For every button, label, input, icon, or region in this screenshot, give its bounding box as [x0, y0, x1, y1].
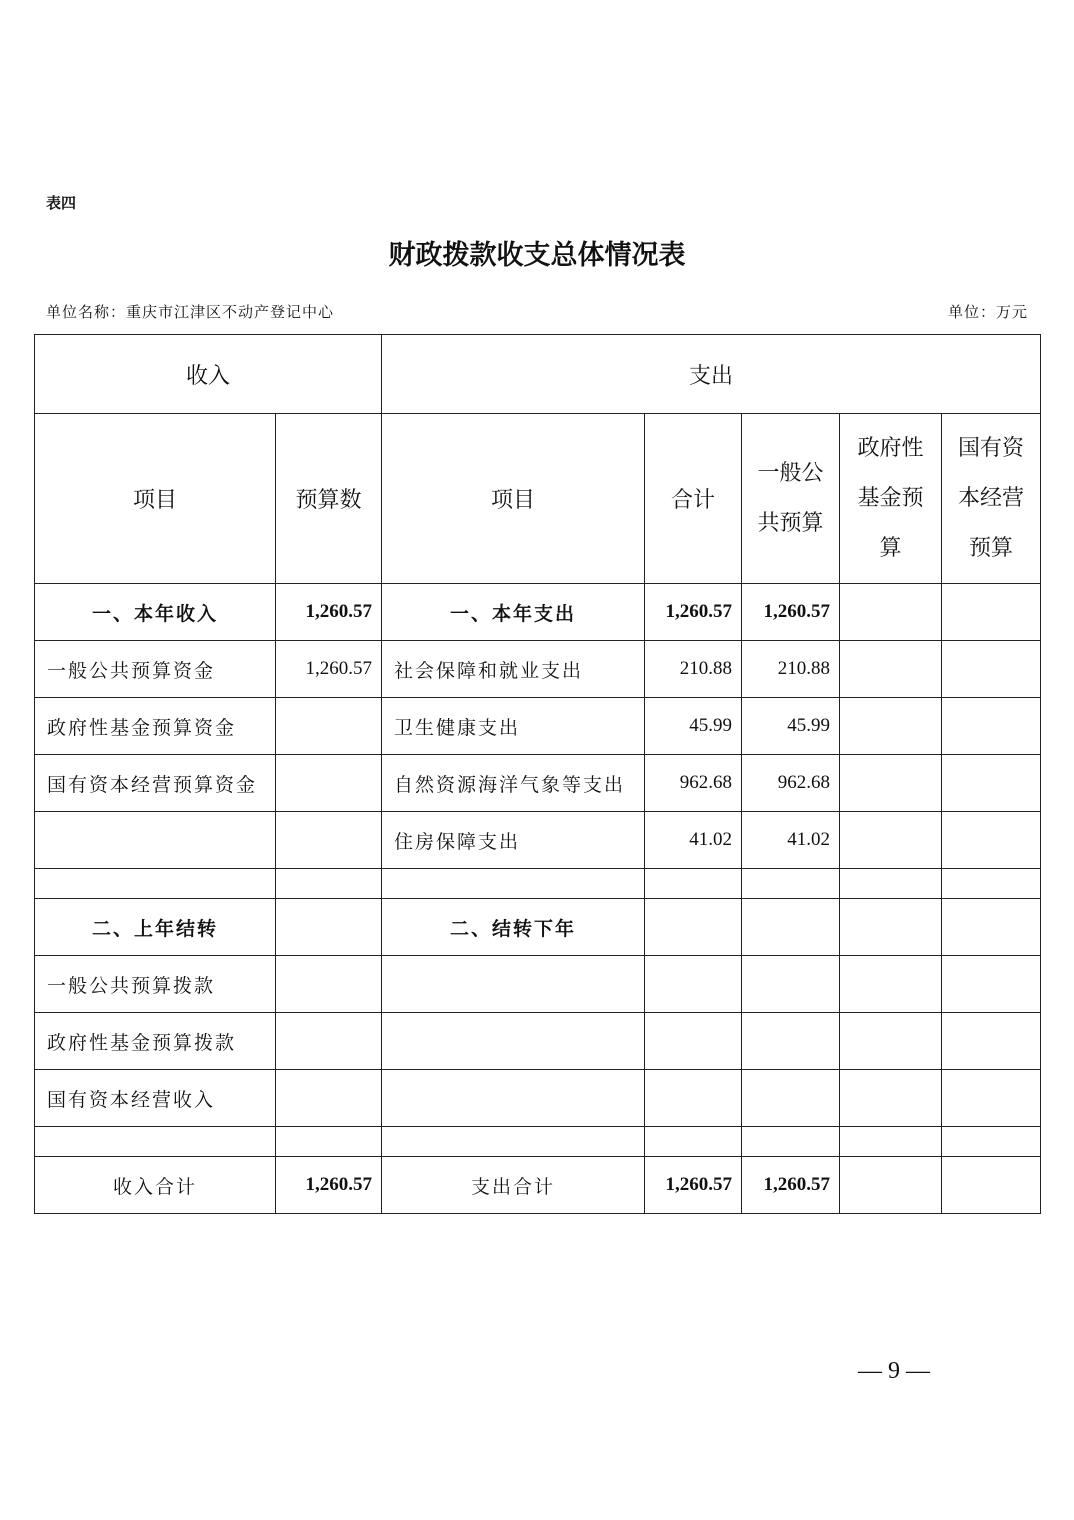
income-amount [276, 812, 382, 869]
expense-state-capital [942, 1157, 1041, 1214]
expense-gov-fund [840, 1157, 942, 1214]
income-amount [276, 956, 382, 1013]
income-item [35, 812, 276, 869]
expense-item: 住房保障支出 [382, 812, 645, 869]
col-gov-fund-line3: 算 [879, 535, 902, 561]
expense-gov-fund [840, 755, 942, 812]
col-state-capital-line2: 本经营 [958, 485, 1025, 511]
expense-general: 41.02 [742, 812, 840, 869]
expense-state-capital [942, 869, 1041, 899]
expense-general: 962.68 [742, 755, 840, 812]
expense-gov-fund [840, 812, 942, 869]
income-amount [276, 1070, 382, 1127]
expense-item: 一、本年支出 [382, 584, 645, 641]
expense-item [382, 869, 645, 899]
table-row [35, 1070, 1041, 1127]
expense-state-capital [942, 641, 1041, 698]
expense-total [645, 899, 742, 956]
col-gov-fund-line1: 政府性 [857, 435, 924, 461]
income-item: 政府性基金预算资金 [35, 698, 276, 755]
expense-item: 二、结转下年 [382, 899, 645, 956]
table-row [35, 584, 1041, 641]
expense-state-capital [942, 1070, 1041, 1127]
income-item: 一般公共预算资金 [35, 641, 276, 698]
expense-total: 41.02 [645, 812, 742, 869]
col-state-capital-line1: 国有资 [958, 435, 1025, 461]
expense-item: 卫生健康支出 [382, 698, 645, 755]
expense-item: 自然资源海洋气象等支出 [382, 755, 645, 812]
expense-general [742, 1070, 840, 1127]
income-item: 二、上年结转 [35, 899, 276, 956]
col-income-item: 项目 [35, 414, 276, 584]
col-expense-item: 项目 [382, 414, 645, 584]
table-row [35, 899, 1041, 956]
expense-general [742, 1127, 840, 1157]
income-amount [276, 869, 382, 899]
expense-state-capital [942, 698, 1041, 755]
expense-total [645, 869, 742, 899]
income-amount: 1,260.57 [276, 641, 382, 698]
expense-header: 支出 [382, 335, 1041, 414]
expense-gov-fund [840, 1013, 942, 1070]
income-item: 政府性基金预算拨款 [35, 1013, 276, 1070]
income-total-amount: 1,260.57 [276, 1157, 382, 1214]
expense-gov-fund [840, 869, 942, 899]
expense-general [742, 956, 840, 1013]
table-row [35, 956, 1041, 1013]
expense-total-label: 支出合计 [382, 1157, 645, 1214]
expense-general [742, 869, 840, 899]
income-header: 收入 [35, 335, 382, 414]
budget-table [34, 334, 1041, 1214]
income-item [35, 869, 276, 899]
income-amount [276, 698, 382, 755]
income-item [35, 1127, 276, 1157]
income-item: 一般公共预算拨款 [35, 956, 276, 1013]
expense-total [645, 956, 742, 1013]
expense-total: 210.88 [645, 641, 742, 698]
col-general-budget [742, 414, 840, 584]
income-amount [276, 899, 382, 956]
expense-total: 45.99 [645, 698, 742, 755]
expense-gov-fund [840, 698, 942, 755]
col-general-line1: 一般公 [757, 460, 824, 486]
expense-gov-fund [840, 1127, 942, 1157]
expense-item [382, 1070, 645, 1127]
expense-state-capital [942, 755, 1041, 812]
expense-total: 962.68 [645, 755, 742, 812]
unit-label: 单位：万元 [947, 303, 1028, 321]
income-total-label: 收入合计 [35, 1157, 276, 1214]
expense-state-capital [942, 899, 1041, 956]
col-budget-num: 预算数 [276, 414, 382, 584]
expense-state-capital [942, 584, 1041, 641]
expense-total [645, 1127, 742, 1157]
table-row [35, 641, 1041, 698]
page-title: 财政拨款收支总体情况表 [388, 240, 686, 271]
income-item: 一、本年收入 [35, 584, 276, 641]
income-item: 国有资本经营收入 [35, 1070, 276, 1127]
income-amount [276, 1013, 382, 1070]
income-item: 国有资本经营预算资金 [35, 755, 276, 812]
table-row [35, 755, 1041, 812]
table-row [35, 698, 1041, 755]
expense-total: 1,260.57 [645, 584, 742, 641]
col-gov-fund [840, 414, 942, 584]
expense-general [742, 1013, 840, 1070]
expense-gov-fund [840, 1070, 942, 1127]
expense-total [645, 1070, 742, 1127]
page-number: — 9 — [858, 1358, 930, 1384]
col-general-line2: 共预算 [757, 510, 824, 536]
table-label: 表四 [46, 194, 77, 212]
header-row-cols [35, 414, 1041, 584]
expense-state-capital [942, 1127, 1041, 1157]
expense-state-capital [942, 812, 1041, 869]
expense-item [382, 1013, 645, 1070]
header-row-top [35, 335, 1041, 414]
table-row [35, 812, 1041, 869]
col-state-capital [942, 414, 1041, 584]
expense-total: 1,260.57 [645, 1157, 742, 1214]
expense-general: 210.88 [742, 641, 840, 698]
expense-gov-fund [840, 956, 942, 1013]
expense-state-capital [942, 1013, 1041, 1070]
income-amount [276, 1127, 382, 1157]
expense-gov-fund [840, 899, 942, 956]
expense-item [382, 956, 645, 1013]
expense-general [742, 899, 840, 956]
table-row-spacer [35, 1127, 1041, 1157]
expense-gov-fund [840, 584, 942, 641]
table-row [35, 1013, 1041, 1070]
expense-general: 1,260.57 [742, 1157, 840, 1214]
expense-general: 45.99 [742, 698, 840, 755]
expense-state-capital [942, 956, 1041, 1013]
expense-general: 1,260.57 [742, 584, 840, 641]
table-row-total [35, 1157, 1041, 1214]
unit-name: 单位名称：重庆市江津区不动产登记中心 [46, 303, 335, 321]
expense-total [645, 1013, 742, 1070]
col-gov-fund-line2: 基金预 [857, 485, 924, 511]
table-row-spacer [35, 869, 1041, 899]
expense-item: 社会保障和就业支出 [382, 641, 645, 698]
expense-gov-fund [840, 641, 942, 698]
income-amount [276, 755, 382, 812]
col-total: 合计 [645, 414, 742, 584]
col-state-capital-line3: 预算 [969, 535, 1014, 561]
expense-item [382, 1127, 645, 1157]
income-amount: 1,260.57 [276, 584, 382, 641]
